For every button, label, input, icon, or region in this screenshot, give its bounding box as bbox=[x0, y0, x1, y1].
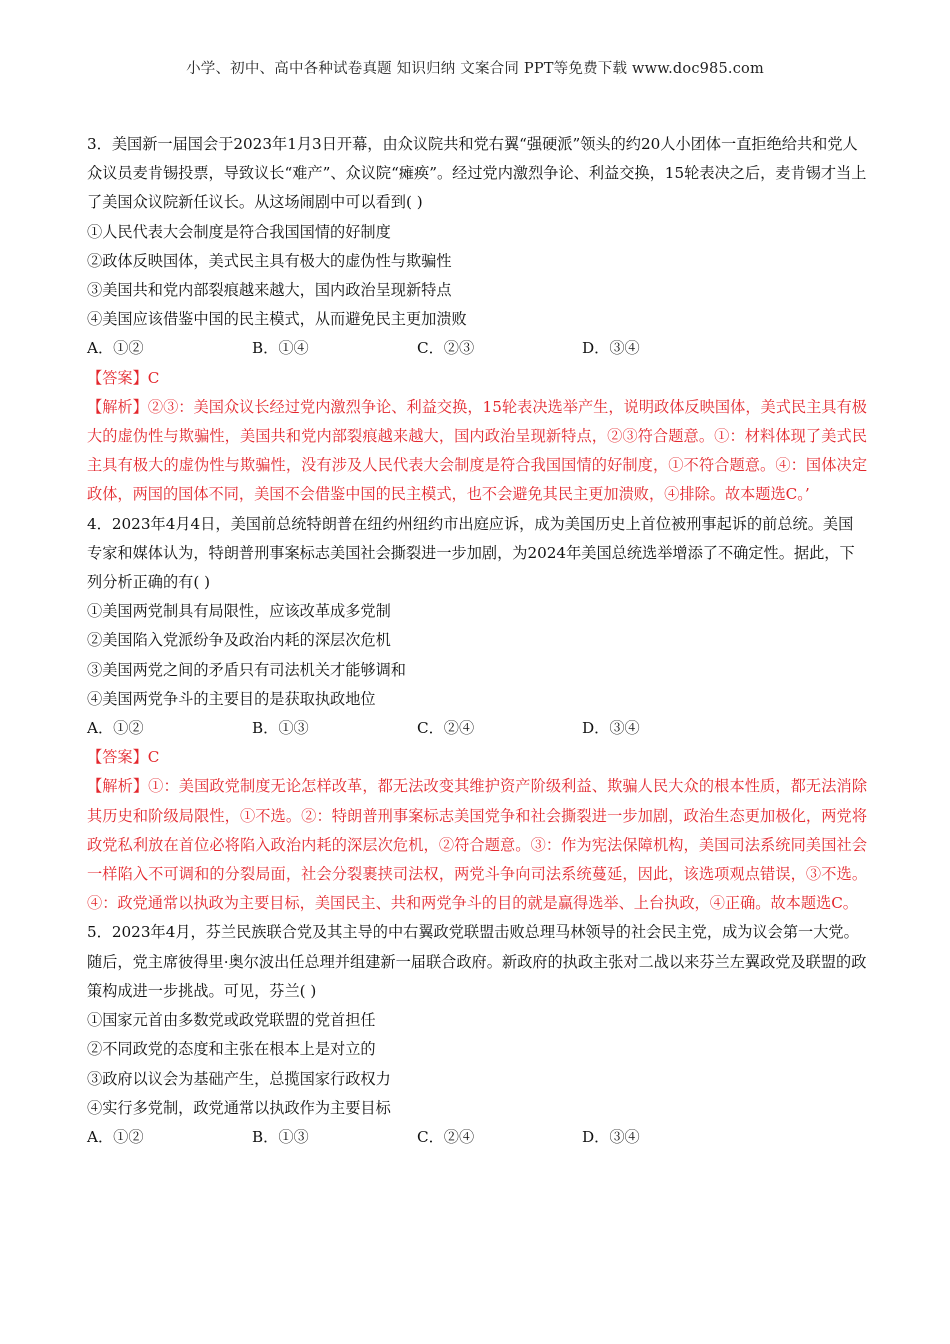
answer-choices bbox=[87, 334, 867, 363]
answer-choices bbox=[87, 714, 867, 743]
choice-c: C．②④ bbox=[417, 1127, 475, 1146]
option-1: ①国家元首由多数党或政党联盟的党首担任 bbox=[87, 1011, 376, 1030]
option-4: ④美国两党争斗的主要目的是获取执政地位 bbox=[87, 689, 376, 708]
choice-b: B．①③ bbox=[252, 719, 309, 738]
analysis: 【解析】②③：美国众议长经过党内激烈争论、利益交换，15轮表决选举产生，说明政体反映国体，美式民主具有极大的虚伪性与欺骗性，美国共和党内部裂痕越来越大，国内政治呈现新特点，②③符合题意。①：材料体现了美式民主具有极大的虚伪性与欺骗性，没有涉及人民代表大会制度是符合我国国情的好制度，①不符合题意。④：国体决定政体，两国的国体不同，美国不会借鉴中国的民主模式，也不会避免其民主更加溃败，④排除。故本题选C。’ bbox=[87, 397, 867, 504]
question-4 bbox=[87, 510, 867, 919]
option-1: ①人民代表大会制度是符合我国国情的好制度 bbox=[87, 222, 391, 241]
choice-a: A．①② bbox=[87, 719, 144, 738]
analysis: 【解析】①：美国政党制度无论怎样改革，都无法改变其维护资产阶级利益、欺骗人民大众的根本性质，都无法消除其历史和阶级局限性，①不选。②：特朗普刑事案标志美国党争和社会撕裂进一步加剧，政治生态更加极化，两党将政党私利放在首位必将陷入政治内耗的深层次危机，②符合题意。③：作为宪法保障机构，美国司法系统同美国社会一样陷入不可调和的分裂局面，社会分裂裹挟司法权，两党斗争向司法系统蔓延，因此，该选项观点错误，③不选。④：政党通常以执政为主要目标，美国民主、共和两党争斗的目的就是赢得选举、上台执政，④正确。故本题选C。 bbox=[87, 777, 867, 913]
choice-d: D．③④ bbox=[582, 719, 640, 738]
choice-b: B．①④ bbox=[252, 339, 309, 358]
option-3: ③美国共和党内部裂痕越来越大，国内政治呈现新特点 bbox=[87, 281, 452, 300]
question-stem: 3．美国新一届国会于2023年1月3日开幕，由众议院共和党右翼“强硬派”领头的约20人小团体一直拒绝给共和党人众议员麦肯锡投票，导致议长“难产”、众议院“瘫痪”。经过党内激烈争论、利益交换，15轮表决之后，麦肯锡才当上了美国众议院新任议长。从这场闹剧中可以看到( ) bbox=[87, 135, 867, 212]
question-stem: 4．2023年4月4日，美国前总统特朗普在纽约州纽约市出庭应诉，成为美国历史上首位被刑事起诉的前总统。美国专家和媒体认为，特朗普刑事案标志美国社会撕裂进一步加剧，为2024年美国总统选举增添了不确定性。据此，下列分析正确的有( ) bbox=[87, 514, 855, 592]
choice-a: A．①② bbox=[87, 339, 144, 358]
answer-choices bbox=[87, 1123, 867, 1152]
answer-key: 【答案】C bbox=[87, 748, 160, 767]
option-2: ②不同政党的态度和主张在根本上是对立的 bbox=[87, 1040, 376, 1059]
option-1: ①美国两党制具有局限性，应该改革成多党制 bbox=[87, 602, 391, 621]
option-2: ②美国陷入党派纷争及政治内耗的深层次危机 bbox=[87, 631, 391, 650]
option-2: ②政体反映国体，美式民主具有极大的虚伪性与欺骗性 bbox=[87, 251, 452, 270]
choice-a: A．①② bbox=[87, 1127, 144, 1146]
option-3: ③美国两党之间的矛盾只有司法机关才能够调和 bbox=[87, 660, 406, 679]
option-4: ④实行多党制，政党通常以执政作为主要目标 bbox=[87, 1098, 391, 1117]
choice-d: D．③④ bbox=[582, 339, 640, 358]
option-4: ④美国应该借鉴中国的民主模式，从而避免民主更加溃败 bbox=[87, 310, 467, 329]
page-header: 小学、初中、高中各种试卷真题 知识归纳 文案合同 PPT等免费下载 www.doc985.com bbox=[186, 61, 764, 77]
question-3 bbox=[87, 130, 867, 510]
choice-d: D．③④ bbox=[582, 1127, 640, 1146]
option-3: ③政府以议会为基础产生，总揽国家行政权力 bbox=[87, 1069, 391, 1088]
question-5 bbox=[87, 918, 867, 1152]
question-stem: 5．2023年4月，芬兰民族联合党及其主导的中右翼政党联盟击败总理马林领导的社会民主党，成为议会第一大党。随后，党主席彼得里·奥尔波出任总理并组建新一届联合政府。新政府的执政主张对二战以来芬兰左翼政党及联盟的政策构成进一步挑战。可见，芬兰( ) bbox=[87, 923, 867, 1000]
choice-b: B．①③ bbox=[252, 1127, 309, 1146]
choice-c: C．②③ bbox=[417, 339, 475, 358]
exam-content bbox=[87, 130, 867, 1152]
answer-key: 【答案】C bbox=[87, 368, 160, 387]
choice-c: C．②④ bbox=[417, 719, 475, 738]
